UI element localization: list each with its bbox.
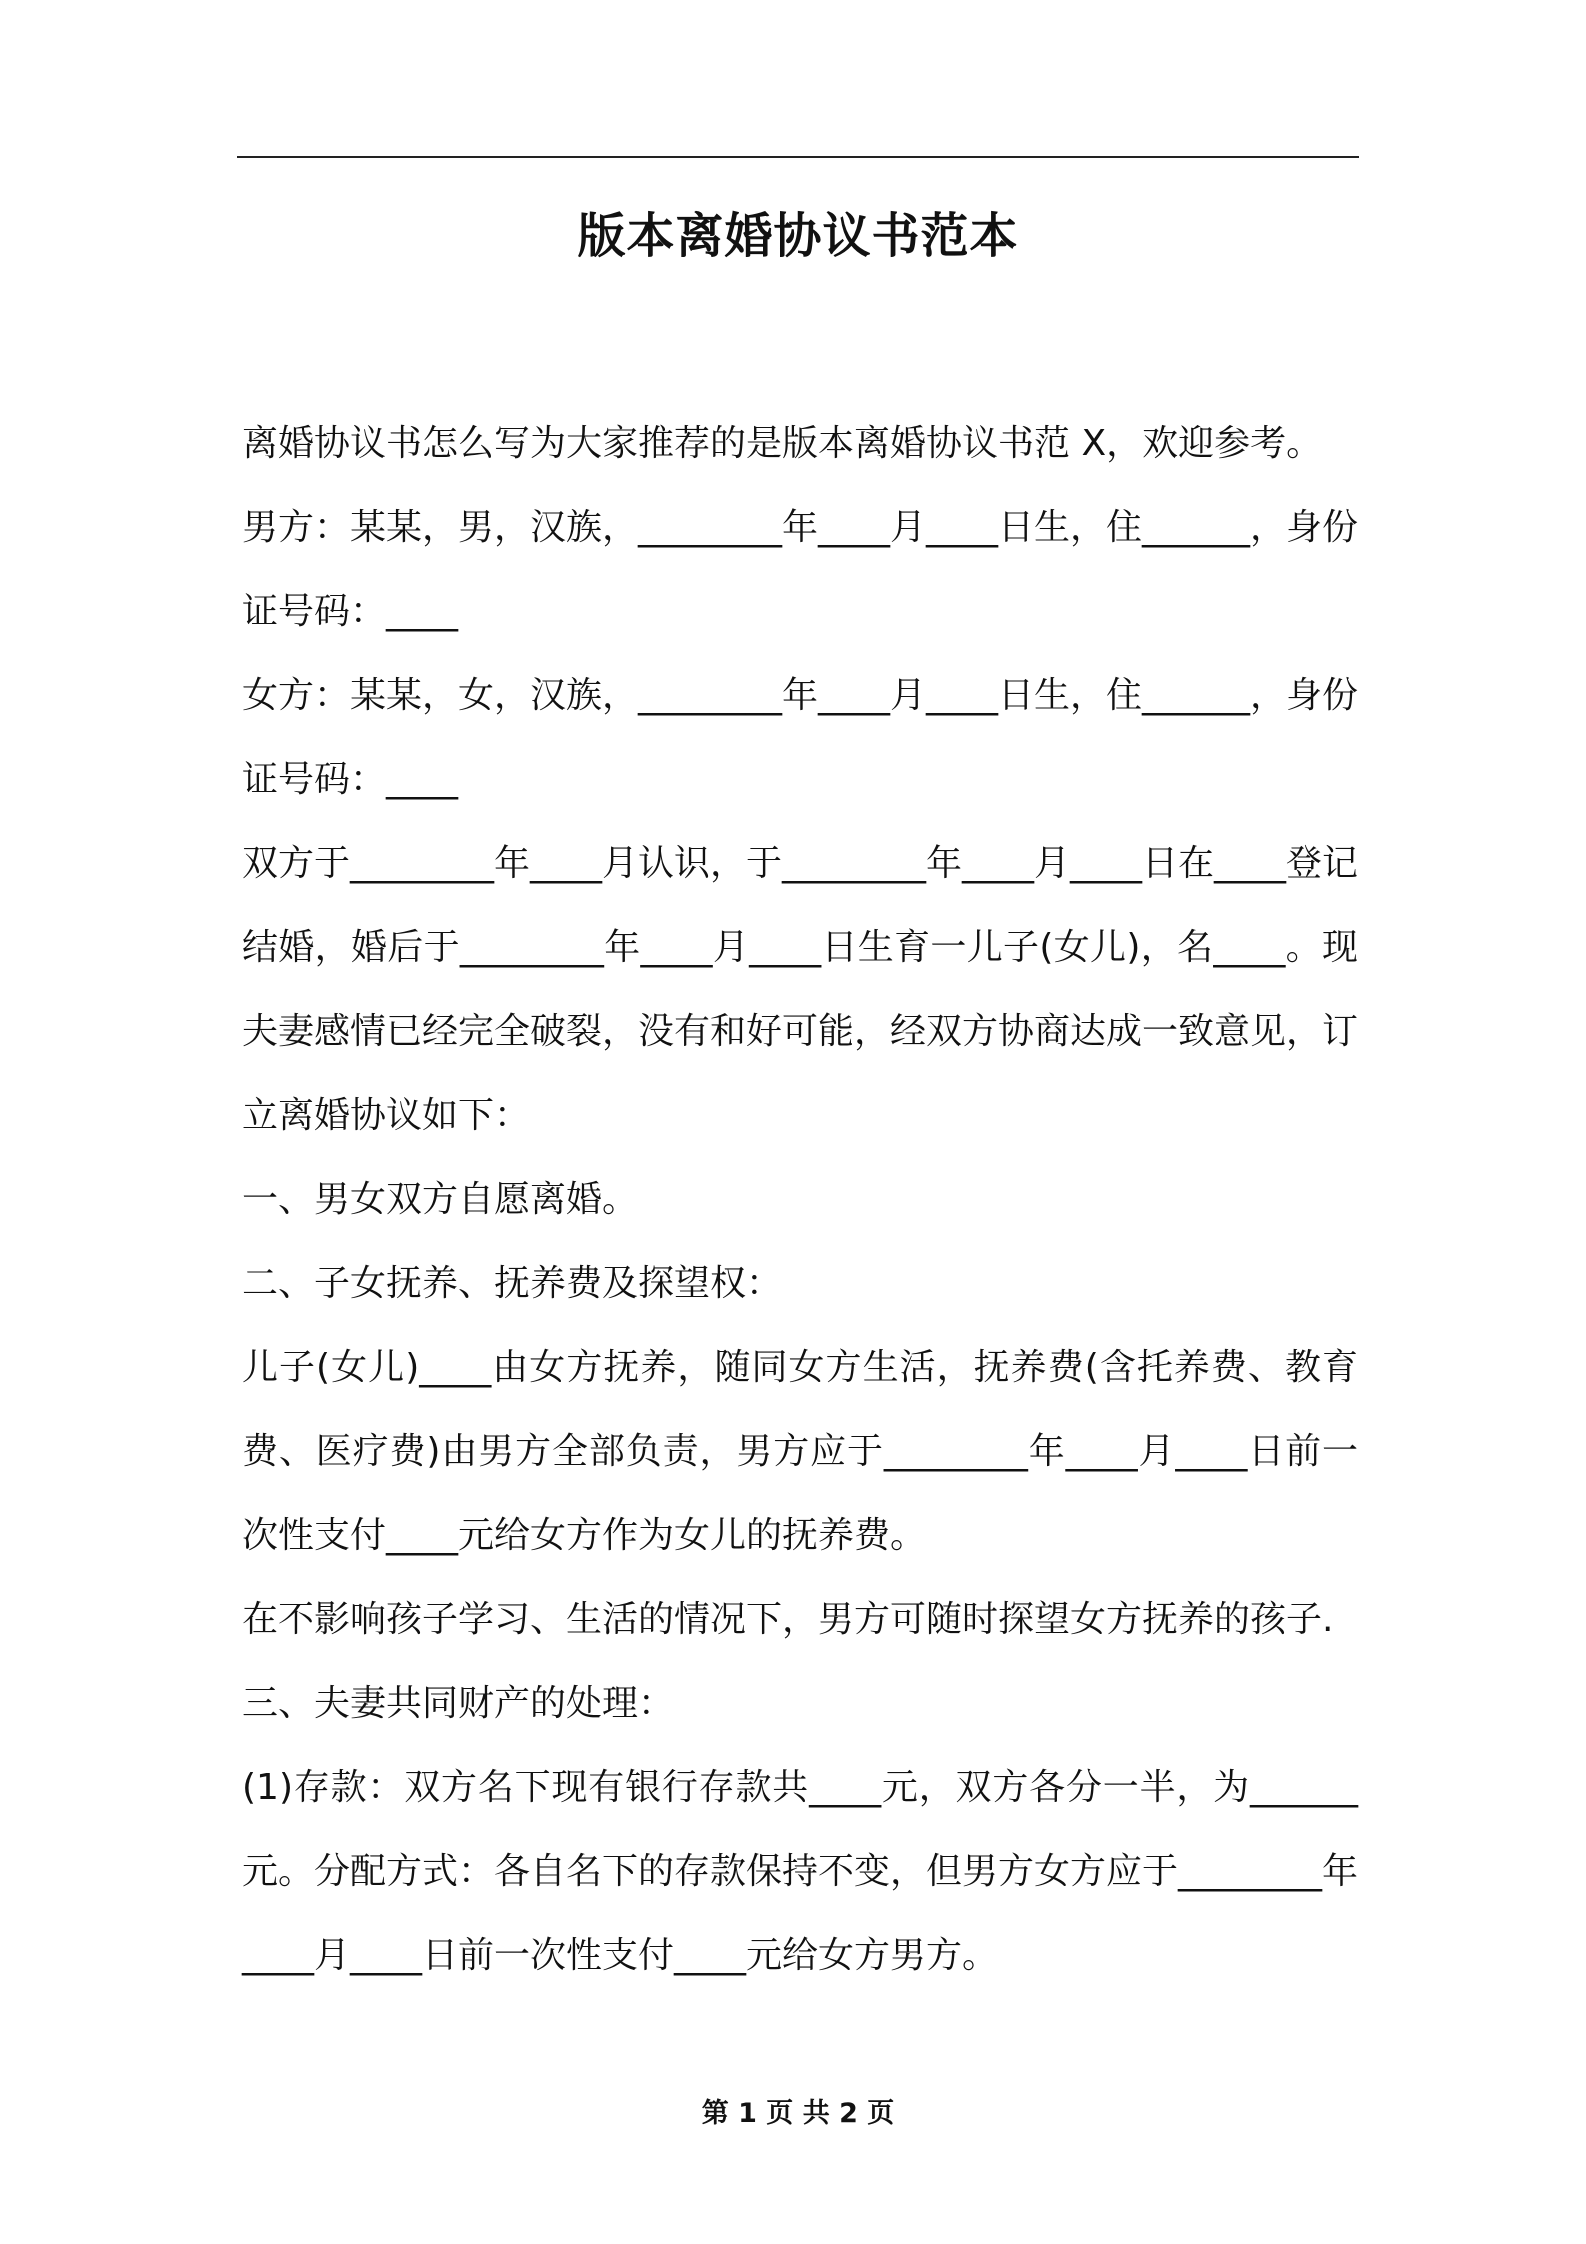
paragraph-male-party: 男方：某某，男，汉族，________年____月____日生，住______，身份证号码：____	[242, 507, 1359, 632]
paragraph-clause-2-heading: 二、子女抚养、抚养费及探望权：	[242, 1263, 783, 1304]
paragraph-savings: (1)存款：双方名下现有银行存款共____元，双方各分一半，为______元。分配方式：各自名下的存款保持不变，但男方女方应于________年____月____日前一次性支付____元给女方男方。	[242, 1767, 1359, 1976]
page-number-footer: 第 1 页 共 2 页	[701, 2098, 895, 2129]
paragraph-intro: 离婚协议书怎么写为大家推荐的是版本离婚协议书范 X，欢迎参考。	[242, 423, 1323, 464]
document-body	[242, 402, 1358, 1998]
paragraph-child-support: 儿子(女儿)____由女方抚养，随同女方生活，抚养费(含托养费、教育费、医疗费)由男方全部负责，男方应于________年____月____日前一次性支付____元给女方作为女儿的抚养费。	[242, 1347, 1358, 1556]
paragraph-clause-1: 一、男女双方自愿离婚。	[242, 1179, 639, 1220]
document-title: 版本离婚协议书范本	[577, 208, 1019, 264]
paragraph-marriage-facts: 双方于________年____月认识，于________年____月____日在____登记结婚，婚后于________年____月____日生育一儿子(女儿)，名____。现夫妻感情已经完全破裂，没有和好可能，经双方协商达成一致意见，订立离婚协议如下：	[242, 843, 1359, 1136]
paragraph-clause-3-heading: 三、夫妻共同财产的处理：	[242, 1683, 675, 1724]
paragraph-female-party: 女方：某某，女，汉族，________年____月____日生，住______，身份证号码：____	[242, 675, 1359, 800]
paragraph-visitation: 在不影响孩子学习、生活的情况下，男方可随时探望女方抚养的孩子.	[242, 1599, 1334, 1640]
header-rule	[237, 156, 1359, 158]
